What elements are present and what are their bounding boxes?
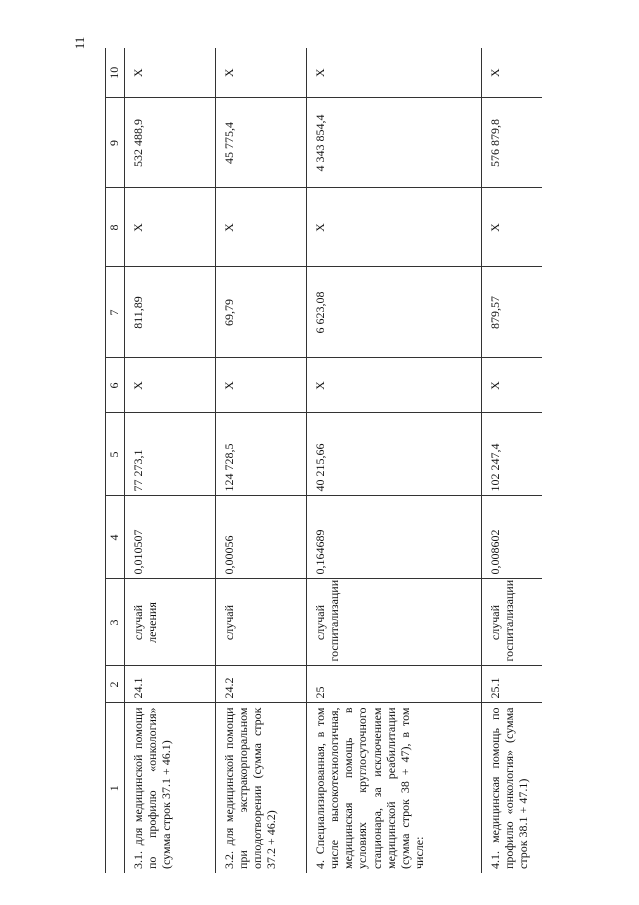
value-cell: X — [216, 48, 307, 98]
row-name-cell: 4.1. медицинская помощь по профилю «онкология» (сумма строк 38.1 + 47.1) — [482, 703, 543, 873]
column-header: 6 — [106, 358, 125, 413]
table-row — [125, 48, 216, 873]
column-header: 10 — [106, 48, 125, 98]
value-cell: 0,00056 — [216, 496, 307, 579]
rotated-table-container — [105, 48, 531, 873]
unit-cell: случай госпитализации — [482, 579, 543, 666]
unit-cell: случай лечения — [125, 579, 216, 666]
value-cell: 77 273,1 — [125, 413, 216, 496]
row-name-cell: 3.1. для медицинской помощи по профилю «онкология» (сумма строк 37.1 + 46.1) — [125, 703, 216, 873]
value-cell: 0,008602 — [482, 496, 543, 579]
value-cell: 6 623,08 — [307, 267, 482, 358]
column-header: 3 — [106, 579, 125, 666]
value-cell: X — [216, 188, 307, 267]
unit-cell: случай госпитализации — [307, 579, 482, 666]
value-cell: X — [482, 358, 543, 413]
value-cell: 124 728,5 — [216, 413, 307, 496]
value-cell: 4 343 854,4 — [307, 98, 482, 188]
column-header: 5 — [106, 413, 125, 496]
value-cell: X — [216, 358, 307, 413]
value-cell: 45 775,4 — [216, 98, 307, 188]
value-cell: 40 215,66 — [307, 413, 482, 496]
row-name-cell: 3.2. для медицинской помощи при экстракорпоральном оплодотворении (сумма строк 37.2 + 46.2) — [216, 703, 307, 873]
column-header: 9 — [106, 98, 125, 188]
row-name-cell: 4. Специализированная, в том числе высокотехнологичная, медицинская помощь в условиях круглосуточного стационара, за исключением медицинской реабилитации (сумма строк 38 + 47), в том числе: — [307, 703, 482, 873]
column-header: 8 — [106, 188, 125, 267]
value-cell: X — [482, 188, 543, 267]
page-number: 11 — [72, 36, 87, 50]
value-cell: X — [307, 188, 482, 267]
row-code-cell: 24.2 — [216, 666, 307, 703]
row-code-cell: 24.1 — [125, 666, 216, 703]
value-cell: 0,164689 — [307, 496, 482, 579]
value-cell: 532 488,9 — [125, 98, 216, 188]
value-cell: 102 247,4 — [482, 413, 543, 496]
value-cell: X — [125, 188, 216, 267]
table-row — [482, 48, 543, 873]
value-cell: X — [125, 358, 216, 413]
value-cell: 576 879,8 — [482, 98, 543, 188]
table-row — [216, 48, 307, 873]
column-header: 7 — [106, 267, 125, 358]
value-cell: X — [125, 48, 216, 98]
column-header: 4 — [106, 496, 125, 579]
row-code-cell: 25 — [307, 666, 482, 703]
data-table — [105, 48, 542, 873]
table-row — [307, 48, 482, 873]
value-cell: X — [307, 48, 482, 98]
row-code-cell: 25.1 — [482, 666, 543, 703]
unit-cell: случай — [216, 579, 307, 666]
value-cell: 879,57 — [482, 267, 543, 358]
header-row — [106, 48, 125, 873]
value-cell: X — [482, 48, 543, 98]
value-cell: 0,010507 — [125, 496, 216, 579]
value-cell: X — [307, 358, 482, 413]
column-header: 2 — [106, 666, 125, 703]
column-header: 1 — [106, 703, 125, 873]
value-cell: 69,79 — [216, 267, 307, 358]
value-cell: 811,89 — [125, 267, 216, 358]
